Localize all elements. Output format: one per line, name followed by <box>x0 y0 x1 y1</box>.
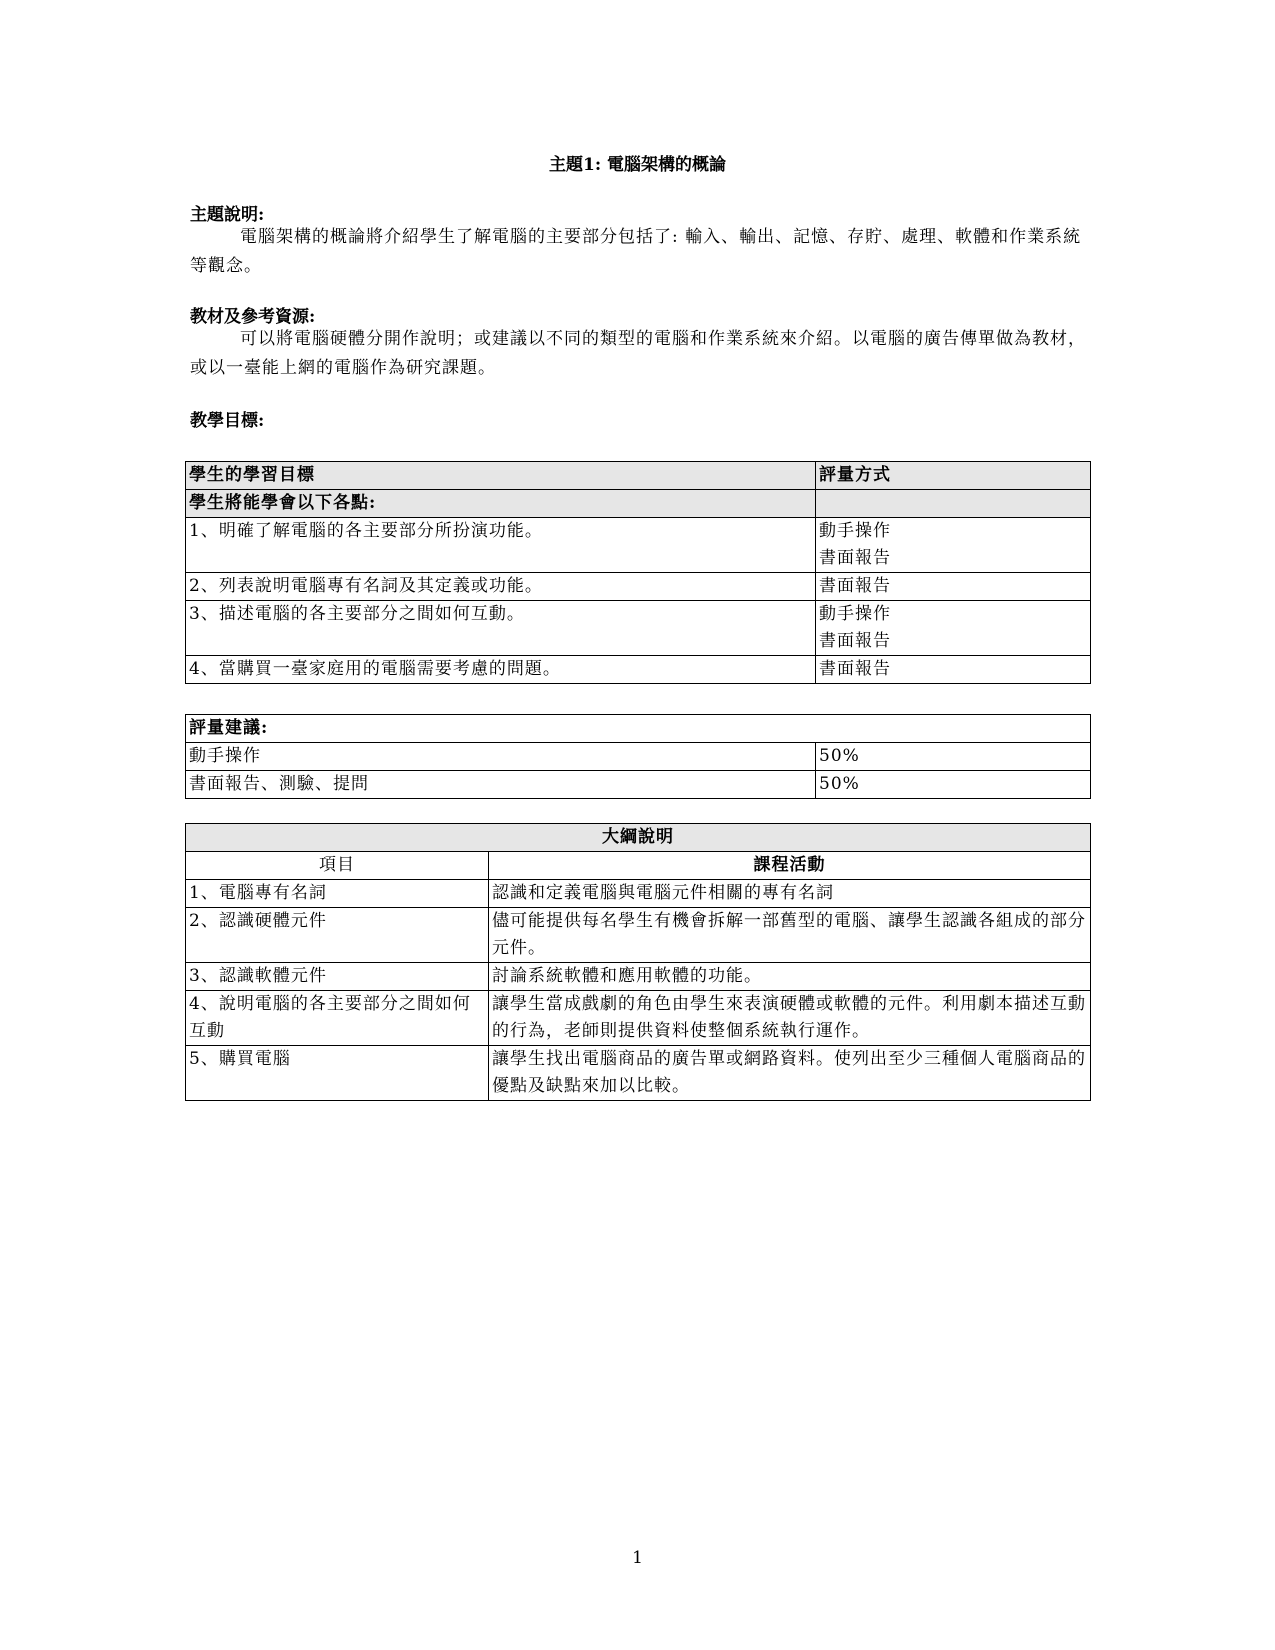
objective-goal: 1、明確了解電腦的各主要部分所扮演功能。 <box>186 518 816 573</box>
resources-text: 可以將電腦硬體分開作說明；或建議以不同的類型的電腦和作業系統來介紹。以電腦的廣告傳單做為教材，或以一臺能上網的電腦作為研究課題。 <box>190 329 1086 378</box>
objectives-subheader: 學生將能學會以下各點: <box>186 490 816 518</box>
assessment-header: 評量建議: <box>186 715 1091 743</box>
outline-item: 3、認識軟體元件 <box>186 963 489 991</box>
assessment-header-row <box>186 715 1091 743</box>
description-text: 電腦架構的概論將介紹學生了解電腦的主要部分包括了: 輸入、輸出、記憶、存貯、處理、軟體和作業系統等觀念。 <box>190 227 1082 276</box>
assessment-method: 書面報告 <box>819 576 891 596</box>
table-row <box>186 601 1091 656</box>
outline-activity: 讓學生當成戲劇的角色由學生來表演硬體或軟體的元件。利用劇本描述互動的行為，老師則提供資料使整個系統執行運作。 <box>489 991 1091 1046</box>
assessment-method: 書面報告 <box>819 548 891 568</box>
resources-heading: 教材及參考資源: <box>190 307 316 327</box>
table-row <box>186 1046 1091 1101</box>
objectives-header-assessment: 評量方式 <box>816 462 1091 490</box>
assessment-method: 動手操作 <box>819 521 891 541</box>
outline-column-activity: 課程活動 <box>489 852 1091 880</box>
page-title: 主題1: 電腦架構的概論 <box>548 155 727 175</box>
outline-item: 2、認識硬體元件 <box>186 908 489 963</box>
outline-activity: 儘可能提供每名學生有機會拆解一部舊型的電腦、讓學生認識各組成的部分元件。 <box>489 908 1091 963</box>
objective-assessment <box>816 573 1091 601</box>
page-number: 1 <box>632 1548 643 1568</box>
assessment-weight: 50% <box>816 771 1091 799</box>
table-row <box>186 743 1091 771</box>
outline-activity: 認識和定義電腦與電腦元件相關的專有名詞 <box>489 880 1091 908</box>
outline-item: 1、電腦專有名詞 <box>186 880 489 908</box>
assessment-method: 動手操作 <box>819 604 891 624</box>
objective-goal: 2、列表說明電腦專有名詞及其定義或功能。 <box>186 573 816 601</box>
objective-goal: 4、當購買一臺家庭用的電腦需要考慮的問題。 <box>186 656 816 684</box>
table-row <box>186 991 1091 1046</box>
outline-activity: 讓學生找出電腦商品的廣告單或網路資料。使列出至少三種個人電腦商品的優點及缺點來加以比較。 <box>489 1046 1091 1101</box>
table-row <box>186 573 1091 601</box>
assessment-table <box>185 714 1091 799</box>
objectives-header-goal: 學生的學習目標 <box>186 462 816 490</box>
objectives-header-row <box>186 462 1091 490</box>
outline-column-item: 項目 <box>186 852 489 880</box>
objectives-table <box>185 461 1091 684</box>
objective-assessment <box>816 601 1091 656</box>
objective-assessment <box>816 656 1091 684</box>
outline-header-row <box>186 824 1091 852</box>
assessment-weight: 50% <box>816 743 1091 771</box>
objectives-subheader-empty <box>816 490 1091 518</box>
description-heading: 主題說明: <box>190 205 265 225</box>
table-row <box>186 518 1091 573</box>
outline-columns-row <box>186 852 1091 880</box>
assessment-item: 動手操作 <box>186 743 816 771</box>
objectives-subheader-row <box>186 490 1091 518</box>
table-row <box>186 656 1091 684</box>
objective-goal: 3、描述電腦的各主要部分之間如何互動。 <box>186 601 816 656</box>
table-row <box>186 771 1091 799</box>
table-row <box>186 880 1091 908</box>
objective-assessment <box>816 518 1091 573</box>
assessment-method: 書面報告 <box>819 659 891 679</box>
assessment-method: 書面報告 <box>819 631 891 651</box>
outline-item: 5、購買電腦 <box>186 1046 489 1101</box>
outline-table <box>185 823 1091 1101</box>
outline-header: 大綱說明 <box>186 824 1091 852</box>
table-row <box>186 963 1091 991</box>
outline-item: 4、說明電腦的各主要部分之間如何互動 <box>186 991 489 1046</box>
assessment-item: 書面報告、測驗、提問 <box>186 771 816 799</box>
outline-activity: 討論系統軟體和應用軟體的功能。 <box>489 963 1091 991</box>
table-row <box>186 908 1091 963</box>
objectives-heading: 教學目標: <box>190 411 265 431</box>
